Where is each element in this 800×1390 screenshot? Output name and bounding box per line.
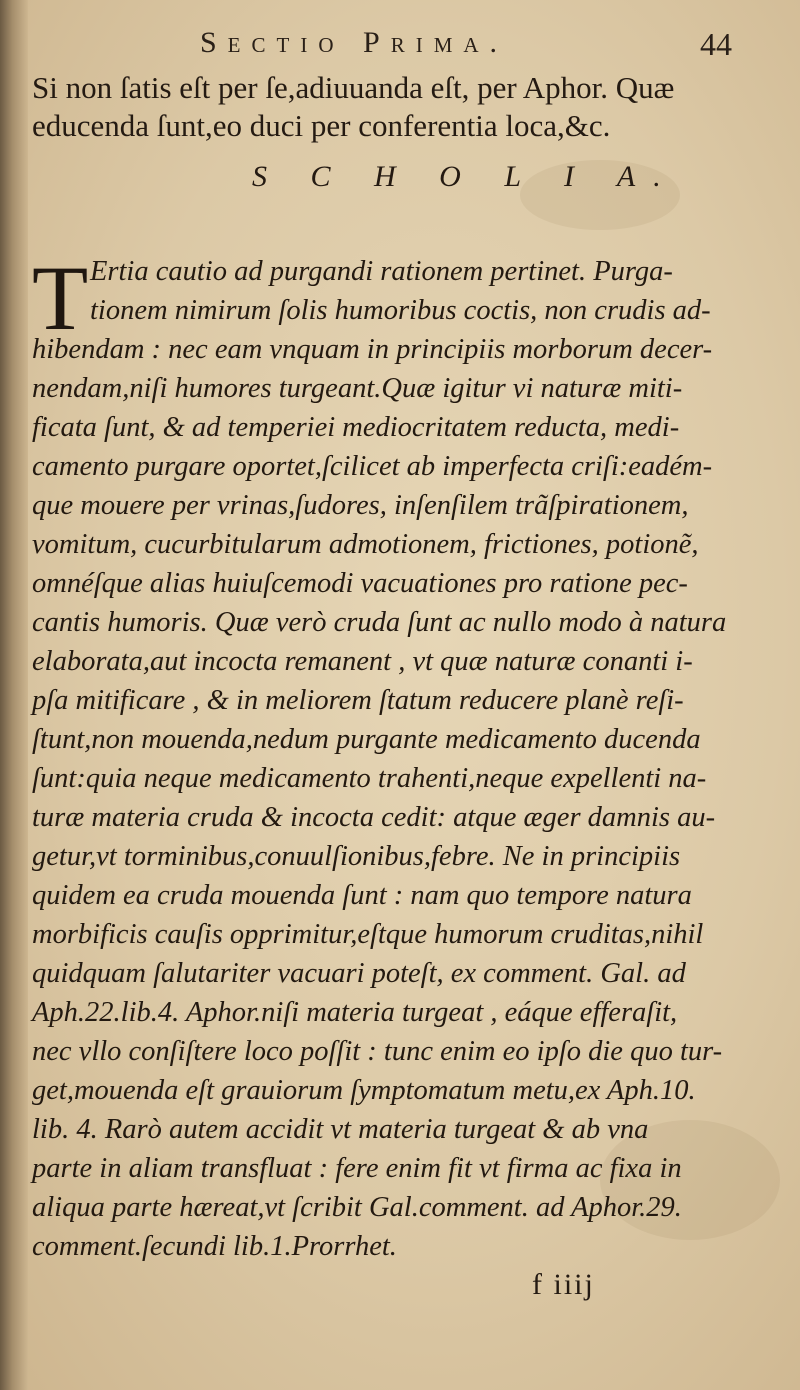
- commentary-line: comment.ſecundi lib.1.Prorrhet.: [32, 1231, 397, 1262]
- scholia-heading: S C H O L I A.: [252, 160, 679, 193]
- page-number: 44: [700, 26, 732, 62]
- commentary-line: pſa mitificare , & in meliorem ſtatum reducere planè reſi-: [32, 685, 684, 716]
- commentary-line: ficata ſunt, & ad temperiei mediocritatem reducta, medi-: [32, 412, 680, 443]
- commentary-line: tionem nimirum ſolis humoribus coctis, non crudis ad-: [90, 295, 711, 326]
- commentary-line: ſunt:quia neque medicamento trahenti,neque expellenti na-: [32, 763, 707, 794]
- commentary-line: quidquam ſalutariter vacuari poteſt, ex comment. Gal. ad: [32, 958, 686, 989]
- commentary-line: cantis humoris. Quæ verò cruda ſunt ac nullo modo à natura: [32, 607, 727, 638]
- commentary-line: Aph.22.lib.4. Aphor.niſi materia turgeat , eáque efferaſit,: [32, 997, 678, 1028]
- commentary-line: turæ materia cruda & incocta cedit: atque æger damnis au-: [32, 802, 716, 833]
- commentary-line: nec vllo conſiſtere loco poſſit : tunc enim eo ipſo die quo tur-: [32, 1036, 723, 1067]
- commentary-line: ſtunt,non mouenda,nedum purgante medicamento ducenda: [32, 724, 701, 755]
- commentary-line: getur,vt torminibus,conuulſionibus,febre. Ne in principiis: [32, 841, 681, 872]
- drop-cap-initial: T: [32, 247, 89, 349]
- commentary-line: nendam,niſi humores turgeant.Quæ igitur vi naturæ miti-: [32, 373, 683, 404]
- text-line: educenda ſunt,eo duci per conferentia loca,&c.: [32, 108, 611, 143]
- text-line: Si non ſatis eſt per ſe,adiuuanda eſt, per Aphor. Quæ: [32, 70, 675, 105]
- page-gutter: [0, 0, 28, 1390]
- commentary-line: Ertia cautio ad purgandi rationem pertinet. Purga-: [90, 256, 673, 287]
- commentary-line: elaborata,aut incocta remanent , vt quæ naturæ conanti i-: [32, 646, 693, 677]
- commentary-line: lib. 4. Rarò autem accidit vt materia turgeat & ab vna: [32, 1114, 649, 1145]
- commentary-line: hibendam : nec eam vnquam in principiis morborum decer-: [32, 334, 713, 365]
- commentary-line: get,mouenda eſt grauiorum ſymptomatum metu,ex Aph.10.: [32, 1075, 696, 1106]
- commentary-line: quidem ea cruda mouenda ſunt : nam quo tempore natura: [32, 880, 692, 911]
- commentary-line: camento purgare oportet,ſcilicet ab imperfecta criſi:eadém-: [32, 451, 713, 482]
- commentary-line: vomitum, cucurbitularum admotionem, frictiones, potionẽ,: [32, 529, 699, 560]
- signature-mark: f iiij: [532, 1268, 595, 1301]
- commentary-line: parte in aliam transfluat : fere enim fit vt firma ac fixa in: [32, 1153, 682, 1184]
- running-head: Sectio Prima.: [200, 26, 509, 59]
- commentary-line: que mouere per vrinas,ſudores, inſenſilem trãſpirationem,: [32, 490, 689, 521]
- commentary-line: morbificis cauſis opprimitur,eſtque humorum cruditas,nihil: [32, 919, 704, 950]
- commentary-line: omnéſque alias huiuſcemodi vacuationes pro ratione pec-: [32, 568, 688, 599]
- commentary-line: aliqua parte hæreat,vt ſcribit Gal.comment. ad Aphor.29.: [32, 1192, 682, 1223]
